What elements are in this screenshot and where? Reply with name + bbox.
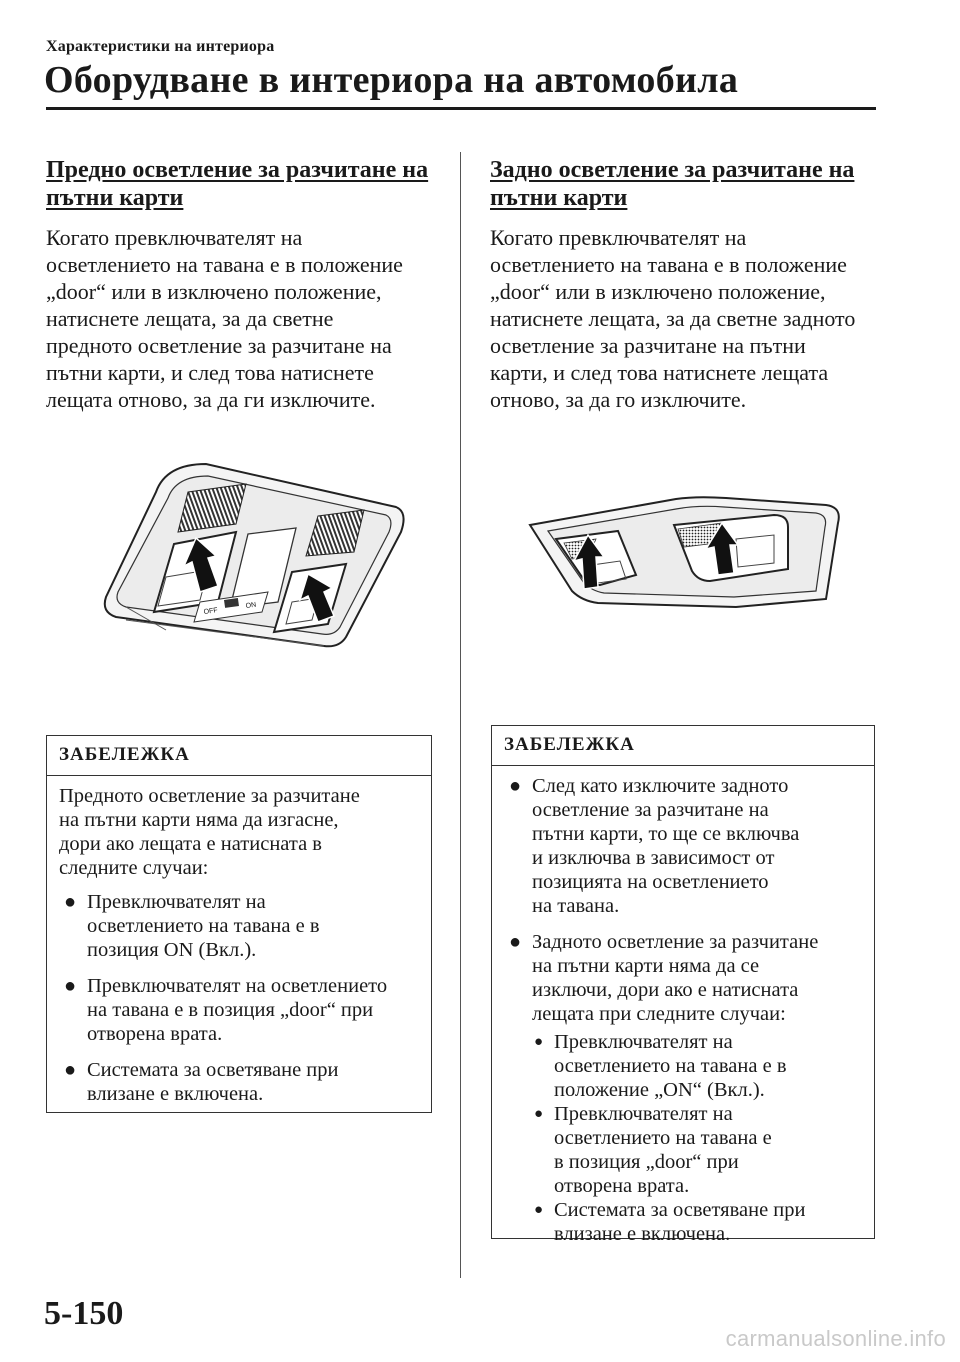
note-line: осветлението на тавана е — [554, 1127, 772, 1149]
front-map-light-illustration — [96, 452, 410, 652]
note-line: позицията на осветлението — [532, 871, 769, 893]
front-map-light-paragraph — [46, 224, 436, 413]
note-line: на пътни карти няма да изгасне, — [59, 809, 339, 831]
note-line: на тавана е в позиция „door“ при — [87, 999, 374, 1021]
note-line: Превключвателят на осветлението — [87, 975, 388, 997]
paragraph-line: осветлението на тавана е в положение — [46, 252, 403, 277]
note-intro — [59, 784, 419, 880]
note-line: Системата за осветяване при — [87, 1059, 339, 1081]
rear-map-light-heading — [490, 156, 880, 212]
note-line: След като изключите задното — [532, 775, 789, 797]
note-line: положение „ON“ (Вкл.). — [554, 1079, 765, 1101]
note-line: Предното осветление за разчитане — [59, 785, 360, 807]
heading-line: пътни карти — [490, 185, 628, 211]
bullet-dot-icon: ● — [64, 1059, 77, 1081]
paragraph-line: карти, и след това натиснете лещата — [490, 360, 829, 385]
note-line: и изключва в зависимост от — [532, 847, 775, 869]
bullet-dot-icon: ● — [509, 775, 522, 797]
note-sub-bullet — [504, 1198, 862, 1246]
note-bullet — [504, 930, 862, 1026]
note-line: на тавана. — [532, 895, 620, 917]
heading-line: Задно осветление за разчитане на — [490, 157, 855, 183]
paragraph-line: натиснете лещата, за да светне — [46, 306, 334, 331]
note-line: Превключвателят на — [554, 1103, 733, 1125]
title-rule — [46, 107, 876, 110]
note-line: отворена врата. — [87, 1023, 223, 1045]
bullet-dot-icon: ● — [64, 891, 77, 913]
note-body — [492, 766, 874, 1254]
sub-bullet-dot-icon: ● — [534, 1202, 544, 1218]
right-column — [490, 156, 880, 413]
page-number: 5-150 — [44, 1295, 124, 1332]
sub-bullet-dot-icon: ● — [534, 1034, 544, 1050]
rear-map-light-paragraph — [490, 224, 880, 413]
note-line: влизане е включена. — [554, 1223, 731, 1245]
note-line: Задното осветление за разчитане — [532, 931, 819, 953]
switch-on-label: ON — [245, 601, 257, 610]
watermark[interactable]: carmanualsonline.info — [725, 1326, 946, 1351]
paragraph-line: Когато превключвателят на — [490, 225, 747, 250]
note-bullet — [504, 774, 862, 918]
page-title: Оборудване в интериора на автомобила — [44, 59, 739, 101]
note-line: осветлението на тавана е в — [554, 1055, 787, 1077]
note-line: лещата при следните случаи: — [532, 1003, 786, 1025]
note-bullet — [59, 1058, 419, 1106]
note-title: ЗАБЕЛЕЖКА — [504, 734, 635, 755]
front-map-light-heading — [46, 156, 436, 212]
paragraph-line: отново, за да го изключите. — [490, 387, 747, 412]
paragraph-line: „door“ или в изключено положение, — [490, 279, 826, 304]
paragraph-line: натиснете лещата, за да светне задното — [490, 306, 856, 331]
paragraph-line: пътни карти, и след това натиснете — [46, 360, 374, 385]
note-line: дори ако лещата е натисната в — [59, 833, 322, 855]
left-column — [46, 156, 436, 413]
heading-line: Предно осветление за разчитане на — [46, 157, 429, 183]
note-line: на пътни карти няма да се — [532, 955, 760, 977]
bullet-dot-icon: ● — [64, 975, 77, 997]
note-line: изключи, дори ако е натисната — [532, 979, 799, 1001]
heading-line: пътни карти — [46, 185, 184, 211]
column-divider — [460, 152, 461, 1278]
note-sub-bullet — [504, 1030, 862, 1102]
note-bullet — [59, 974, 419, 1046]
note-line: Превключвателят на — [554, 1031, 733, 1053]
sub-bullet-dot-icon: ● — [534, 1106, 544, 1122]
note-line: Превключвателят на — [87, 891, 266, 913]
paragraph-line: лещата отново, за да ги изключите. — [46, 387, 376, 412]
paragraph-line: осветление за разчитане на пътни — [490, 333, 806, 358]
section-label: Характеристики на интериора — [46, 38, 275, 55]
note-line: пътни карти, то ще се включва — [532, 823, 800, 845]
note-title: ЗАБЕЛЕЖКА — [59, 744, 190, 765]
note-line: позиция ON (Вкл.). — [87, 939, 257, 961]
paragraph-line: предното осветление за разчитане на — [46, 333, 392, 358]
note-line: Системата за осветяване при — [554, 1199, 806, 1221]
paragraph-line: „door“ или в изключено положение, — [46, 279, 382, 304]
note-sub-bullet — [504, 1102, 862, 1198]
note-line: в позиция „door“ при — [554, 1151, 739, 1173]
note-bullet — [59, 890, 419, 962]
paragraph-line: осветлението на тавана е в положение — [490, 252, 847, 277]
note-line: осветление за разчитане на — [532, 799, 769, 821]
rear-map-light-illustration — [526, 493, 846, 613]
front-console-drawing — [96, 452, 410, 652]
bullet-dot-icon: ● — [509, 931, 522, 953]
note-line: следните случаи: — [59, 857, 209, 879]
note-line: влизане е включена. — [87, 1083, 264, 1105]
note-line: отворена врата. — [554, 1175, 690, 1197]
switch-off-label: OFF — [203, 607, 219, 616]
front-note-box — [46, 735, 432, 1113]
rear-note-box — [491, 725, 875, 1245]
rear-console-drawing — [526, 493, 846, 613]
note-line: осветлението на тавана е в — [87, 915, 320, 937]
note-body — [47, 776, 431, 1126]
paragraph-line: Когато превключвателят на — [46, 225, 303, 250]
